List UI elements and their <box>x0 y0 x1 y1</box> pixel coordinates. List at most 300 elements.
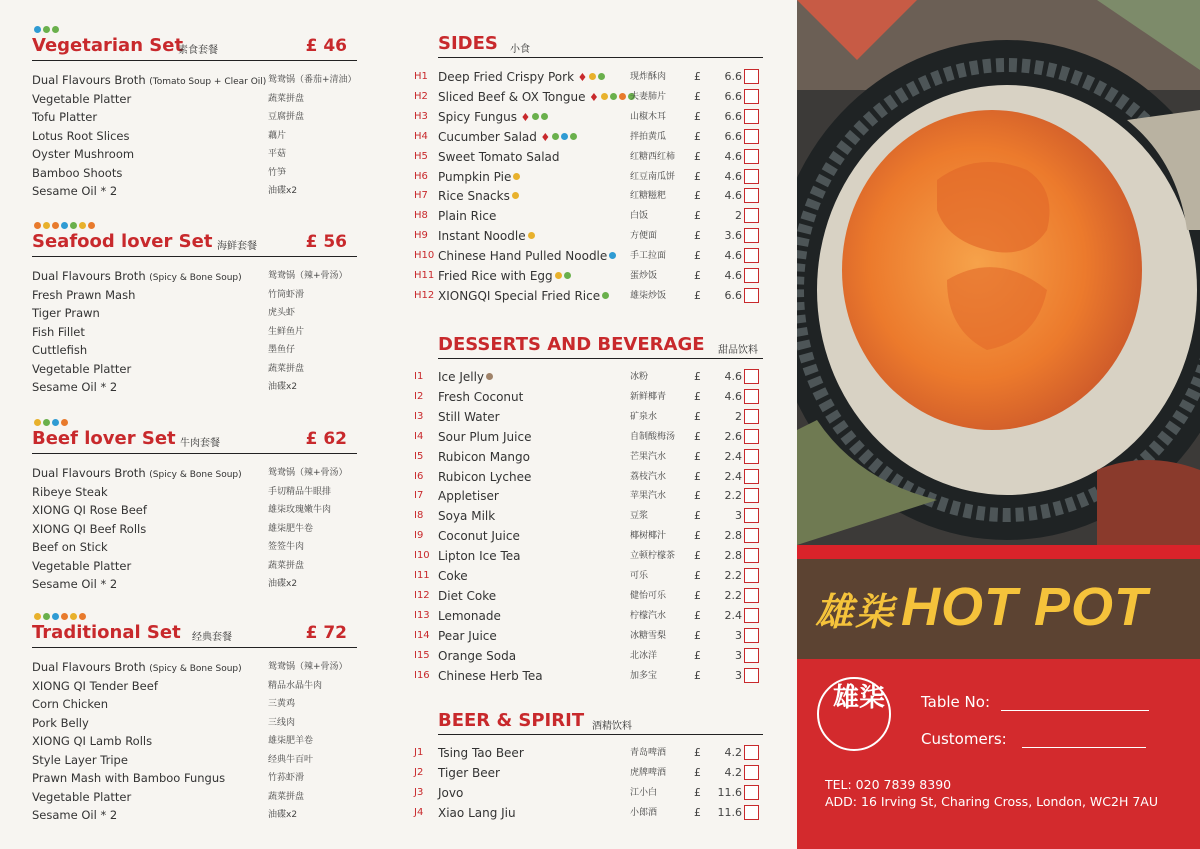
set-items <box>32 71 357 201</box>
chili-pepper-icon: ♦ <box>574 71 588 84</box>
item-price: 4.2 <box>724 765 742 779</box>
round-logo <box>817 677 891 751</box>
currency-symbol: £ <box>694 169 701 183</box>
table-no-field[interactable] <box>921 693 1149 711</box>
chili-pepper-icon: ♦ <box>585 90 599 104</box>
set-item-name-cn: 蔬菜拼盘 <box>268 93 305 104</box>
set-item-name <box>32 732 152 751</box>
item-name <box>438 783 463 803</box>
item-name <box>438 266 571 286</box>
set-rule <box>32 60 357 61</box>
sides-header <box>438 33 763 57</box>
set-item-name-text: Vegetable Platter <box>32 789 132 804</box>
set-item-name-text: Cuttlefish <box>32 343 88 357</box>
table-no-line[interactable] <box>1001 710 1149 711</box>
item-name-text: Sliced Beef & OX Tongue <box>438 89 586 104</box>
set-item-name <box>32 90 131 109</box>
set-item-name <box>32 501 147 520</box>
set-menus-column <box>0 0 400 849</box>
item-price: 6.6 <box>724 288 742 302</box>
set-item-name <box>32 341 87 360</box>
set-item-name-text: Pork Belly <box>32 715 89 730</box>
desserts-row <box>414 606 764 626</box>
desserts-row <box>414 367 764 387</box>
item-name <box>438 626 497 646</box>
item-code: I5 <box>414 450 424 462</box>
allergen-dot-icon <box>61 222 68 229</box>
item-name-cn: 夫妻肺片 <box>630 91 667 102</box>
allergen-badges <box>34 613 86 621</box>
item-price: 3 <box>735 509 742 523</box>
item-price: 2.6 <box>724 429 742 443</box>
set-item-name-text: XIONG QI Tender Beef <box>32 678 158 693</box>
item-name-cn: 拌拍黄瓜 <box>630 131 667 142</box>
desserts-row <box>414 566 764 586</box>
brand-name-en: HOT POT <box>901 577 1149 637</box>
order-checkbox[interactable] <box>744 628 759 643</box>
set-item-name-cn: 藕片 <box>268 130 287 141</box>
set-rule <box>32 647 357 648</box>
order-checkbox[interactable] <box>744 765 759 780</box>
allergen-dot-icon <box>34 613 41 620</box>
set-item-name-text: XIONG QI Beef Rolls <box>32 521 147 536</box>
set-title-cn: 经典套餐 <box>192 632 232 643</box>
item-name-text: XIONGQI Special Fried Rice <box>438 288 601 303</box>
item-name-cn: 雄柒炒饭 <box>630 290 667 301</box>
set-item <box>32 557 357 576</box>
item-name-text: Pumpkin Pie <box>438 169 512 184</box>
set-price: £ 62 <box>305 429 347 449</box>
customers-field[interactable] <box>921 730 1146 748</box>
item-code: I2 <box>414 390 424 402</box>
set-item-name-cn: 竹筒虾滑 <box>268 289 305 300</box>
order-checkbox[interactable] <box>744 188 759 203</box>
currency-symbol: £ <box>694 70 701 83</box>
item-name <box>438 206 496 226</box>
desserts-row <box>414 467 764 487</box>
set-item-name <box>32 127 129 146</box>
order-checkbox[interactable] <box>744 528 759 543</box>
item-name <box>438 743 524 763</box>
allergen-dot-icon <box>541 113 548 120</box>
item-name-text: Plain Rice <box>438 209 497 224</box>
set-header <box>32 428 357 454</box>
order-checkbox[interactable] <box>744 69 759 84</box>
set-item-name-text: Tofu Platter <box>32 110 98 124</box>
set-item-name <box>32 658 242 679</box>
desserts-row <box>414 526 764 546</box>
set-item <box>32 341 357 360</box>
allergen-dot-icon <box>52 613 59 620</box>
set-item-name <box>32 520 146 539</box>
item-code: J3 <box>414 786 424 798</box>
item-name <box>438 407 500 427</box>
chili-pepper-icon: ♦ <box>536 130 551 144</box>
item-price: 11.6 <box>717 785 742 799</box>
set-menu <box>32 428 357 594</box>
currency-symbol: £ <box>694 109 701 123</box>
order-checkbox[interactable] <box>744 785 759 800</box>
set-item <box>32 714 357 733</box>
set-item-name <box>32 788 131 807</box>
item-price: 2 <box>735 409 742 423</box>
order-checkbox[interactable] <box>744 208 759 223</box>
item-name-text: Appletiser <box>438 489 499 504</box>
allergen-dot-icon <box>52 222 59 229</box>
item-price: 4.6 <box>724 149 742 163</box>
set-rule <box>32 256 357 257</box>
set-item <box>32 677 357 696</box>
item-name <box>438 107 548 128</box>
set-item-note: (Spicy & Bone Soup) <box>149 273 242 283</box>
allergen-dot-icon <box>602 292 609 299</box>
item-name-text: Fresh Coconut <box>438 389 524 404</box>
allergen-dot-icon <box>609 252 616 259</box>
customers-line[interactable] <box>1022 747 1146 748</box>
order-checkbox[interactable] <box>744 429 759 444</box>
order-checkbox[interactable] <box>744 109 759 124</box>
item-name <box>438 427 531 447</box>
currency-symbol: £ <box>694 785 701 799</box>
item-name-cn: 红豆南瓜饼 <box>630 171 676 182</box>
desserts-row <box>414 546 764 566</box>
set-item-name <box>32 304 100 323</box>
order-checkbox[interactable] <box>744 369 759 384</box>
order-checkbox[interactable] <box>744 588 759 603</box>
sides-title-cn: 小食 <box>510 44 530 55</box>
set-item-name-cn: 蔬菜拼盘 <box>268 363 305 374</box>
order-checkbox[interactable] <box>744 608 759 623</box>
item-name-text: Sour Plum Juice <box>438 429 532 444</box>
order-checkbox[interactable] <box>744 648 759 663</box>
item-code: H10 <box>414 250 435 262</box>
allergen-dot-icon <box>601 93 608 100</box>
item-name <box>438 486 499 506</box>
currency-symbol: £ <box>694 209 701 223</box>
item-name-cn: 可乐 <box>630 571 649 581</box>
set-item-name-text: Vegetable Platter <box>32 91 132 106</box>
set-item-name-cn: 鸳鸯锅（辣+骨汤） <box>268 271 348 281</box>
set-item <box>32 182 357 201</box>
set-item-name-text: Style Layer Tripe <box>32 752 128 767</box>
item-price: 2.4 <box>724 449 742 463</box>
set-item <box>32 323 357 342</box>
beer-title-cn: 酒精饮料 <box>592 721 632 732</box>
set-title-cn: 牛肉套餐 <box>180 438 220 449</box>
set-item <box>32 360 357 379</box>
set-item-name <box>32 323 85 342</box>
set-item-name <box>32 806 117 825</box>
item-name-text: Coke <box>438 569 468 583</box>
order-checkbox[interactable] <box>744 409 759 424</box>
set-item-name <box>32 71 266 92</box>
item-name <box>438 67 605 88</box>
item-name-cn: 芒果汽水 <box>630 451 667 462</box>
currency-symbol: £ <box>694 269 701 282</box>
set-item-name-text: Sesame Oil * 2 <box>32 380 118 394</box>
order-checkbox[interactable] <box>744 89 759 104</box>
sides-row <box>414 206 764 226</box>
sides-row <box>414 226 764 246</box>
sides-row <box>414 107 764 127</box>
order-checkbox[interactable] <box>744 805 759 820</box>
item-name-text: Coconut Juice <box>438 529 520 544</box>
set-item <box>32 304 357 323</box>
sides-row <box>414 167 764 187</box>
item-name <box>438 367 493 387</box>
order-checkbox[interactable] <box>744 508 759 523</box>
order-checkbox[interactable] <box>744 668 759 683</box>
item-price: 2.2 <box>724 569 742 582</box>
item-name-text: Soya Milk <box>438 509 496 524</box>
allergen-dot-icon <box>34 26 41 33</box>
set-item-name-text: Sesame Oil * 2 <box>32 808 118 822</box>
order-checkbox[interactable] <box>744 129 759 144</box>
currency-symbol: £ <box>694 628 701 642</box>
order-checkbox[interactable] <box>744 268 759 283</box>
set-item-name-text: Bamboo Shoots <box>32 165 123 180</box>
set-item-name-cn: 墨鱼仔 <box>268 345 296 355</box>
table-no-label: Table No: <box>921 693 991 711</box>
item-name <box>438 586 496 606</box>
item-name-text: Still Water <box>438 409 500 424</box>
set-item <box>32 483 357 502</box>
item-name <box>438 167 520 187</box>
order-checkbox[interactable] <box>744 248 759 263</box>
allergen-dot-icon <box>561 133 568 140</box>
set-item-name <box>32 145 134 164</box>
item-name-cn: 荔枝汽水 <box>630 471 667 482</box>
order-checkbox[interactable] <box>744 169 759 184</box>
set-menu <box>32 622 357 825</box>
item-name-cn: 健怡可乐 <box>630 590 667 601</box>
set-item-name-cn: 蔬菜拼盘 <box>268 791 305 802</box>
item-name-text: Diet Coke <box>438 588 497 603</box>
desserts-row <box>414 506 764 526</box>
chili-pepper-icon: ♦ <box>517 110 531 124</box>
sides-row <box>414 266 764 286</box>
order-checkbox[interactable] <box>744 469 759 484</box>
order-checkbox[interactable] <box>744 228 759 243</box>
set-item-name-cn: 生鲜鱼片 <box>268 326 305 337</box>
set-item-name-cn: 油碟x2 <box>268 382 298 392</box>
currency-symbol: £ <box>694 429 701 443</box>
beer-row <box>414 783 764 803</box>
allergen-badges <box>34 222 95 230</box>
set-item-name-text: Vegetable Platter <box>32 361 132 376</box>
item-name <box>438 566 468 586</box>
item-name-cn: 立顿柠檬茶 <box>630 551 676 562</box>
desserts-row <box>414 407 764 427</box>
item-name <box>438 286 609 306</box>
set-item <box>32 378 357 397</box>
allergen-dot-icon <box>43 26 50 33</box>
item-price: 3 <box>735 648 742 662</box>
allergen-dot-icon <box>486 373 493 380</box>
customers-label: Customers: <box>921 730 1007 748</box>
item-name-text: Chinese Herb Tea <box>438 668 543 683</box>
item-code: H4 <box>414 130 428 142</box>
order-checkbox[interactable] <box>744 548 759 563</box>
currency-symbol: £ <box>694 229 701 243</box>
currency-symbol: £ <box>694 746 701 759</box>
item-price: 4.6 <box>724 269 742 282</box>
beer-title: BEER & SPIRIT <box>438 710 585 731</box>
item-name-cn: 青岛啤酒 <box>630 748 667 758</box>
allergen-dot-icon <box>589 73 596 80</box>
set-item-name-text: Tiger Prawn <box>32 306 100 320</box>
item-name <box>438 526 520 546</box>
set-title: Beef lover Set <box>32 428 176 449</box>
set-item <box>32 71 357 90</box>
currency-symbol: £ <box>694 129 701 143</box>
set-item-note: (Spicy & Bone Soup) <box>149 664 242 674</box>
set-rule <box>32 453 357 454</box>
order-checkbox[interactable] <box>744 149 759 164</box>
item-code: I6 <box>414 470 424 482</box>
set-item-name <box>32 267 242 288</box>
order-checkbox[interactable] <box>744 449 759 464</box>
item-name-cn: 苹果汽水 <box>630 491 667 502</box>
order-checkbox[interactable] <box>744 389 759 404</box>
set-menu <box>32 35 357 201</box>
item-price: 4.6 <box>724 169 742 183</box>
desserts-row <box>414 626 764 646</box>
item-price: 2.4 <box>724 608 742 622</box>
set-item-name <box>32 182 117 201</box>
item-code: I4 <box>414 430 424 442</box>
item-name-cn: 椰树椰汁 <box>630 531 667 542</box>
item-name <box>438 763 500 783</box>
item-name <box>438 666 543 686</box>
currency-symbol: £ <box>694 608 701 622</box>
item-code: I1 <box>414 371 424 382</box>
allergen-dot-icon <box>610 93 617 100</box>
set-items <box>32 464 357 594</box>
item-code: I11 <box>414 570 430 581</box>
desserts-row <box>414 486 764 506</box>
item-price: 2.2 <box>724 588 742 602</box>
set-item-name-cn: 手切精品牛眼排 <box>268 486 332 497</box>
set-item-name-text: XIONG QI Lamb Rolls <box>32 734 153 748</box>
item-code: H1 <box>414 71 428 82</box>
item-price: 2.2 <box>724 489 742 503</box>
set-item-name <box>32 483 108 502</box>
set-item <box>32 732 357 751</box>
set-price: £ 46 <box>305 36 347 56</box>
item-name <box>438 646 516 666</box>
set-item-name-text: Sesame Oil * 2 <box>32 577 118 591</box>
item-name-text: Orange Soda <box>438 648 517 663</box>
item-name-text: Lipton Ice Tea <box>438 549 521 564</box>
allergen-dot-icon <box>70 222 77 229</box>
item-name-text: Sweet Tomato Salad <box>438 149 560 164</box>
order-checkbox[interactable] <box>744 568 759 583</box>
item-code: J2 <box>414 766 424 778</box>
allergen-dot-icon <box>619 93 626 100</box>
currency-symbol: £ <box>694 449 701 463</box>
set-item-name-text: Vegetable Platter <box>32 558 132 573</box>
beer-row <box>414 803 764 823</box>
set-price: £ 72 <box>305 623 347 643</box>
set-item-name-cn: 油碟x2 <box>268 810 298 820</box>
set-price: £ 56 <box>305 232 347 252</box>
set-item-name-cn: 鸳鸯锅（辣+骨汤） <box>268 662 348 672</box>
allergen-dot-icon <box>52 26 59 33</box>
item-price: 2 <box>735 209 742 223</box>
set-item-name-cn: 三线肉 <box>268 717 296 728</box>
item-name-text: Pear Juice <box>438 628 497 643</box>
set-item <box>32 751 357 770</box>
desserts-row <box>414 387 764 407</box>
item-price: 2.4 <box>724 469 742 483</box>
set-item-name-cn: 蔬菜拼盘 <box>268 560 305 571</box>
item-name-cn: 蛋炒饭 <box>630 271 658 281</box>
item-name-cn: 冰粉 <box>630 372 649 382</box>
item-name <box>438 147 560 167</box>
set-item-name-cn: 经典牛百叶 <box>268 754 314 765</box>
set-item-name-text: Dual Flavours Broth <box>32 73 146 87</box>
item-price: 6.6 <box>724 109 742 123</box>
set-item-name-text: Corn Chicken <box>32 697 108 711</box>
set-item <box>32 695 357 714</box>
item-name-text: Fried Rice with Egg <box>438 269 553 283</box>
sides-row <box>414 67 764 87</box>
beer-rule <box>438 734 763 735</box>
item-name-cn: 柠檬汽水 <box>630 610 667 621</box>
currency-symbol: £ <box>694 89 701 103</box>
desserts-title-cn: 甜品饮料 <box>718 345 758 356</box>
item-code: I10 <box>414 550 430 562</box>
desserts-row <box>414 447 764 467</box>
item-code: H3 <box>414 110 428 122</box>
item-name <box>438 506 495 526</box>
allergen-dot-icon <box>79 613 86 620</box>
item-code: H5 <box>414 150 428 162</box>
order-checkbox[interactable] <box>744 288 759 303</box>
sides-row <box>414 286 764 306</box>
currency-symbol: £ <box>694 288 701 302</box>
set-item-name <box>32 538 108 557</box>
set-item-name-text: Oyster Mushroom <box>32 147 135 161</box>
set-item-name-cn: 油碟x2 <box>268 579 298 589</box>
set-item <box>32 127 357 146</box>
item-code: H8 <box>414 210 428 222</box>
set-item-name <box>32 286 135 305</box>
item-name-cn: 红糖糍粑 <box>630 191 667 202</box>
set-item-name <box>32 360 131 379</box>
item-name-cn: 现炸酥肉 <box>630 72 667 82</box>
item-name-cn: 小郎酒 <box>630 807 658 818</box>
item-price: 2.8 <box>724 529 742 543</box>
allergen-badges <box>34 26 59 34</box>
item-name-text: Lemonade <box>438 608 501 623</box>
order-checkbox[interactable] <box>744 488 759 503</box>
set-item-name-cn: 雄柒玫瑰嫩牛肉 <box>268 505 332 515</box>
set-item <box>32 538 357 557</box>
item-name <box>438 87 635 108</box>
order-checkbox[interactable] <box>744 745 759 760</box>
item-name-text: Ice Jelly <box>438 370 485 384</box>
allergen-dot-icon <box>61 613 68 620</box>
set-item-name-cn: 鸳鸯锅（番茄+清油） <box>268 75 357 85</box>
item-code: I14 <box>414 629 430 641</box>
allergen-dot-icon <box>43 613 50 620</box>
item-name-text: Instant Noodle <box>438 229 526 244</box>
item-price: 3 <box>735 628 742 642</box>
sides-row <box>414 127 764 147</box>
item-name-text: Tiger Beer <box>438 765 500 780</box>
